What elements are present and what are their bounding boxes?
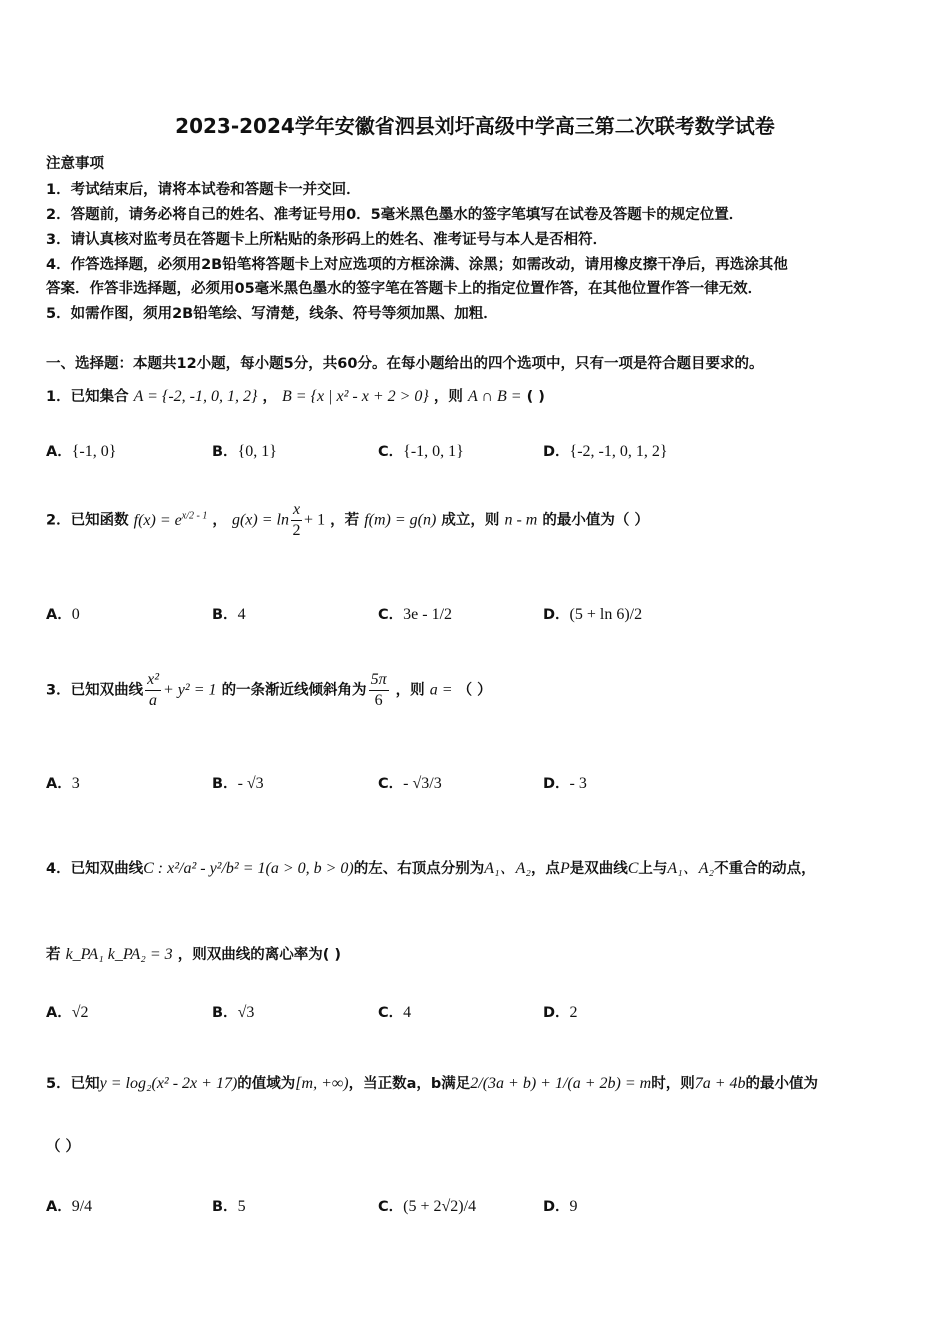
- q2-expr: n - m: [504, 511, 538, 529]
- q3-option-c: C．- √3/3: [378, 775, 442, 792]
- q5-post: 时，则: [651, 1076, 695, 1092]
- q1-pre: 1．已知集合: [46, 389, 129, 405]
- q1-paren: ( ): [526, 389, 545, 405]
- q5-post2: 的最小值为: [745, 1076, 819, 1092]
- q1-set-a: A = {-2, -1, 0, 1, 2}: [133, 388, 258, 405]
- q4-mid4: 上与: [638, 861, 668, 877]
- notice-heading: 注意事项: [46, 156, 104, 172]
- q5-range: [m, +∞): [295, 1075, 349, 1092]
- q2-post: 成立，则: [441, 512, 500, 529]
- q4-c: C: [627, 860, 639, 877]
- q2-option-b: B．4: [212, 606, 246, 623]
- q3-mid: 的一条渐近线倾斜角为: [221, 682, 367, 699]
- q5-pre: 5．已知: [46, 1076, 100, 1092]
- question-3: [46, 670, 492, 711]
- q5-cond: 2/(3a + b) + 1/(a + 2b) = m: [470, 1075, 652, 1092]
- q1-option-a: A．{-1, 0}: [46, 443, 117, 460]
- q3-eq-tail: + y² = 1: [163, 681, 217, 699]
- q5-mid2: ，当正数a，b满足: [348, 1076, 471, 1092]
- question-2: 2．已知函数 $f(x) = e^{x/2 - 1}$ ， g(x) = ln $\frac{x}{2}$ + 1 ，若 f(m) = g(n) 成立，则 n - m 的最小值为（ ）: [46, 501, 649, 539]
- q1-option-d: D．{-2, -1, 0, 1, 2}: [543, 443, 668, 460]
- q5-option-b: B．5: [212, 1198, 246, 1215]
- q5-option-d: D．9: [543, 1198, 578, 1215]
- q1-comma: ，: [262, 389, 277, 405]
- question-4-line2: [46, 943, 341, 964]
- q3-option-d: D．- 3: [543, 775, 587, 792]
- q3-angle-fraction: $\frac{5\pi}{6}$: [370, 671, 387, 709]
- q2-mid: ，若: [330, 512, 360, 529]
- q2-post2: 的最小值为（ ）: [542, 512, 649, 529]
- q3-eq-fraction: $\frac{\text{x²}}{a}$: [147, 671, 159, 709]
- q3-pre: 3．已知双曲线: [46, 682, 144, 699]
- q4-option-a: A．√2: [46, 1004, 89, 1021]
- q5-fn: y = log₂(x² - 2x + 17): [99, 1075, 238, 1092]
- q2-cond: f(m) = g(n): [364, 511, 437, 529]
- q1-set-b: B = {x | x² - x + 2 > 0}: [282, 388, 429, 405]
- q1-post: ，则: [433, 389, 463, 405]
- q2-option-a: A．0: [46, 606, 80, 623]
- notice-item-1: 1．考试结束后，请将本试卷和答题卡一并交回．: [46, 182, 361, 198]
- q2-option-c: C．3e - 1/2: [378, 606, 453, 623]
- q5-paren: （ ）: [46, 1139, 81, 1155]
- q5-option-c: C．(5 + 2√2)/4: [378, 1198, 477, 1215]
- q4-pts: A₁、A₂: [484, 860, 531, 877]
- q2-g: g(x) = ln: [231, 511, 289, 529]
- q1-ask: A ∩ B =: [467, 388, 522, 405]
- q1-option-c: C．{-1, 0, 1}: [378, 443, 464, 460]
- notice-item-2: 2．答题前，请务必将自己的姓名、准考证号用0．5毫米黑色墨水的签字笔填写在试卷及答题卡的规定位置．: [46, 207, 744, 223]
- section-heading: 一、选择题：本题共12小题，每小题5分，共60分。在每小题给出的四个选项中，只有一项是符合题目要求的。: [46, 356, 764, 372]
- q4-line2-post: ，则双曲线的离心率为( ): [177, 947, 342, 963]
- q2-g-fraction: $\frac{x}{2}$: [292, 501, 301, 539]
- q5-expr: 7a + 4b: [694, 1075, 746, 1092]
- q3-ask: a =: [429, 681, 453, 699]
- q4-mid3: 是双曲线: [569, 861, 628, 877]
- q4-mid2: ，点: [530, 861, 560, 877]
- q4-option-b: B．√3: [212, 1004, 255, 1021]
- q3-post: ，则: [395, 682, 425, 699]
- question-5: [46, 1072, 818, 1093]
- q5-option-a: A．9/4: [46, 1198, 93, 1215]
- q4-pre: 4．已知双曲线: [46, 861, 144, 877]
- q3-option-a: A．3: [46, 775, 80, 792]
- notice-item-5: 5．如需作图，须用2B铅笔绘、写清楚，线条、符号等须加黑、加粗．: [46, 306, 498, 322]
- q3-paren: （ ）: [457, 682, 492, 699]
- q4-option-c: C．4: [378, 1004, 412, 1021]
- notice-item-3: 3．请认真核对监考员在答题卡上所粘贴的条形码上的姓名、准考证号与本人是否相符．: [46, 232, 608, 248]
- q4-eq: C : x²/a² - y²/b² = 1(a > 0, b > 0): [143, 860, 354, 877]
- q4-post: 不重合的动点，: [714, 861, 816, 877]
- page-title: 2023-2024学年安徽省泗县刘圩高级中学高三第二次联考数学试卷: [175, 114, 775, 138]
- q1-option-b: B．{0, 1}: [212, 443, 277, 460]
- q4-mid: 的左、右顶点分别为: [353, 861, 485, 877]
- question-1: [46, 385, 545, 406]
- q4-pts2: A₁、A₂: [667, 860, 715, 877]
- notice-item-4-cont: 答案．作答非选择题，必须用05毫米黑色墨水的签字笔在答题卡上的指定位置作答，在其他位置作答一律无效．: [46, 281, 763, 297]
- notice-item-4: 4．作答选择题，必须用2B铅笔将答题卡上对应选项的方框涂满、涂黑；如需改动，请用橡皮擦干净后，再选涂其他: [46, 257, 788, 273]
- q2-option-d: D．(5 + ln 6)/2: [543, 606, 643, 623]
- q4-line2-pre: 若: [46, 947, 61, 963]
- q4-option-d: D．2: [543, 1004, 578, 1021]
- q3-option-b: B．- √3: [212, 775, 264, 792]
- q4-p: P: [559, 860, 570, 877]
- q2-f: $f(x) = e^{x/2 - 1}$: [133, 510, 208, 529]
- q2-pre: 2．已知函数: [46, 512, 129, 529]
- q5-mid: 的值域为: [237, 1076, 296, 1092]
- question-4: [46, 855, 816, 878]
- q4-cond: k_PA₁ k_PA₂ = 3: [65, 946, 173, 963]
